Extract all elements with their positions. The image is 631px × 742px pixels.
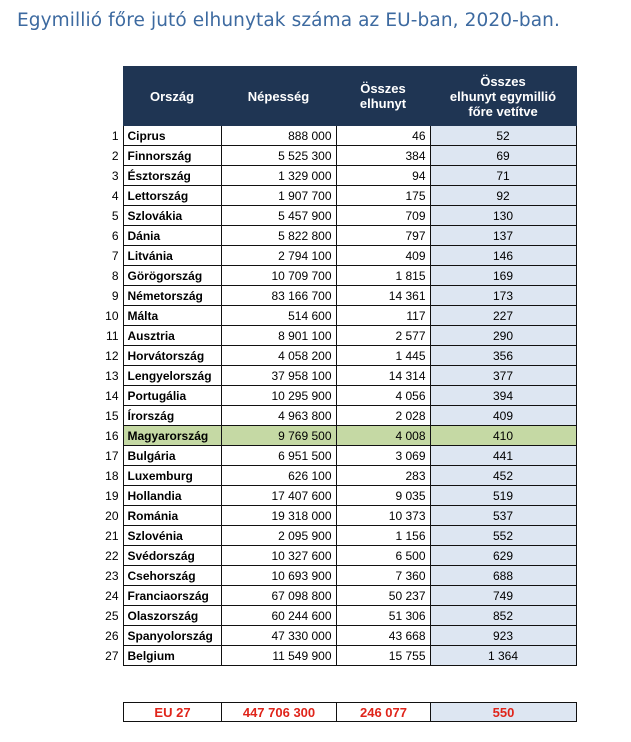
row-index: 1 bbox=[111, 128, 119, 143]
deaths-cell: 14 361 bbox=[336, 286, 430, 306]
row-index: 27 bbox=[105, 648, 119, 663]
rate-cell: 552 bbox=[430, 526, 576, 546]
row-index: 15 bbox=[105, 408, 119, 423]
rate-cell: 71 bbox=[430, 166, 576, 186]
deaths-cell: 283 bbox=[336, 466, 430, 486]
row-index: 3 bbox=[111, 168, 119, 183]
population-cell: 2 794 100 bbox=[221, 246, 336, 266]
row-index: 13 bbox=[105, 368, 119, 383]
population-cell: 5 457 900 bbox=[221, 206, 336, 226]
deaths-cell: 2 577 bbox=[336, 326, 430, 346]
row-index: 24 bbox=[105, 588, 119, 603]
population-cell: 8 901 100 bbox=[221, 326, 336, 346]
row-index: 14 bbox=[105, 388, 119, 403]
country-cell: Finnország bbox=[123, 146, 221, 166]
country-cell: Belgium bbox=[123, 646, 221, 666]
country-cell: Portugália bbox=[123, 386, 221, 406]
population-cell: 9 769 500 bbox=[221, 426, 336, 446]
population-cell: 60 244 600 bbox=[221, 606, 336, 626]
row-index: 18 bbox=[105, 468, 119, 483]
row-index: 8 bbox=[111, 268, 119, 283]
rate-cell: 852 bbox=[430, 606, 576, 626]
population-cell: 888 000 bbox=[221, 126, 336, 146]
deaths-cell: 117 bbox=[336, 306, 430, 326]
population-cell: 83 166 700 bbox=[221, 286, 336, 306]
table-row bbox=[100, 406, 576, 426]
total-population: 447 706 300 bbox=[222, 703, 337, 722]
table-row bbox=[100, 366, 576, 386]
population-cell: 10 327 600 bbox=[221, 546, 336, 566]
country-cell: Horvátország bbox=[123, 346, 221, 366]
table-row bbox=[100, 306, 576, 326]
deaths-cell: 1 445 bbox=[336, 346, 430, 366]
table-row bbox=[100, 226, 576, 246]
row-index: 5 bbox=[111, 208, 119, 223]
table-row bbox=[100, 246, 576, 266]
table-row bbox=[100, 186, 576, 206]
deaths-cell: 3 069 bbox=[336, 446, 430, 466]
rate-cell: 69 bbox=[430, 146, 576, 166]
population-cell: 10 693 900 bbox=[221, 566, 336, 586]
deaths-cell: 46 bbox=[336, 126, 430, 146]
country-cell: Málta bbox=[123, 306, 221, 326]
table-header-row bbox=[100, 67, 576, 126]
table-row bbox=[100, 546, 576, 566]
population-header: Népesség bbox=[221, 67, 336, 126]
table-row bbox=[100, 446, 576, 466]
deaths-cell: 7 360 bbox=[336, 566, 430, 586]
country-cell: Bulgária bbox=[123, 446, 221, 466]
total-label: EU 27 bbox=[124, 703, 222, 722]
deaths-cell: 9 035 bbox=[336, 486, 430, 506]
row-index: 2 bbox=[111, 148, 119, 163]
country-cell: Hollandia bbox=[123, 486, 221, 506]
rate-cell: 356 bbox=[430, 346, 576, 366]
row-index: 19 bbox=[105, 488, 119, 503]
row-index: 4 bbox=[111, 188, 119, 203]
rate-cell: 410 bbox=[430, 426, 576, 446]
row-index: 11 bbox=[106, 328, 119, 343]
rate-cell: 52 bbox=[430, 126, 576, 146]
country-cell: Ciprus bbox=[123, 126, 221, 146]
table-row bbox=[100, 326, 576, 346]
page-title: Egymillió főre jutó elhunytak száma az EU-ban, 2020-ban. bbox=[17, 10, 560, 31]
row-index: 26 bbox=[105, 628, 119, 643]
population-cell: 6 951 500 bbox=[221, 446, 336, 466]
country-cell: Svédország bbox=[123, 546, 221, 566]
row-index: 25 bbox=[105, 608, 119, 623]
deaths-header: Összes elhunyt bbox=[336, 67, 430, 126]
rate-header: Összes elhunyt egymillió főre vetítve bbox=[430, 67, 576, 126]
row-index: 16 bbox=[105, 428, 119, 443]
rate-cell: 441 bbox=[430, 446, 576, 466]
table-row bbox=[100, 286, 576, 306]
country-cell: Görögország bbox=[123, 266, 221, 286]
deaths-cell: 6 500 bbox=[336, 546, 430, 566]
rate-cell: 688 bbox=[430, 566, 576, 586]
country-cell: Lengyelország bbox=[123, 366, 221, 386]
table-row bbox=[100, 166, 576, 186]
table-row bbox=[100, 126, 576, 146]
table-row bbox=[100, 426, 576, 446]
total-deaths: 246 077 bbox=[337, 703, 431, 722]
population-cell: 514 600 bbox=[221, 306, 336, 326]
population-cell: 67 098 800 bbox=[221, 586, 336, 606]
deaths-cell: 709 bbox=[336, 206, 430, 226]
table-row bbox=[100, 566, 576, 586]
rate-cell: 923 bbox=[430, 626, 576, 646]
table-row bbox=[100, 266, 576, 286]
deaths-cell: 50 237 bbox=[336, 586, 430, 606]
rate-cell: 452 bbox=[430, 466, 576, 486]
population-cell: 1 329 000 bbox=[221, 166, 336, 186]
deaths-cell: 14 314 bbox=[336, 366, 430, 386]
rate-cell: 227 bbox=[430, 306, 576, 326]
population-cell: 5 822 800 bbox=[221, 226, 336, 246]
rate-cell: 130 bbox=[430, 206, 576, 226]
country-cell: Románia bbox=[123, 506, 221, 526]
table-row bbox=[100, 606, 576, 626]
country-cell: Ausztria bbox=[123, 326, 221, 346]
row-index: 21 bbox=[105, 528, 119, 543]
row-index: 23 bbox=[105, 568, 119, 583]
country-cell: Észtország bbox=[123, 166, 221, 186]
country-cell: Spanyolország bbox=[123, 626, 221, 646]
rate-cell: 169 bbox=[430, 266, 576, 286]
row-index: 6 bbox=[111, 228, 119, 243]
row-index: 7 bbox=[111, 248, 119, 263]
table-row bbox=[100, 486, 576, 506]
row-index: 22 bbox=[105, 548, 119, 563]
rate-cell: 409 bbox=[430, 406, 576, 426]
population-cell: 4 963 800 bbox=[221, 406, 336, 426]
population-cell: 10 295 900 bbox=[221, 386, 336, 406]
country-cell: Szlovénia bbox=[123, 526, 221, 546]
table-row bbox=[100, 526, 576, 546]
deaths-cell: 10 373 bbox=[336, 506, 430, 526]
table-row bbox=[100, 146, 576, 166]
country-cell: Németország bbox=[123, 286, 221, 306]
country-cell: Magyarország bbox=[123, 426, 221, 446]
deaths-cell: 384 bbox=[336, 146, 430, 166]
table-row bbox=[100, 586, 576, 606]
deaths-cell: 1 156 bbox=[336, 526, 430, 546]
table-row bbox=[100, 506, 576, 526]
deaths-cell: 1 815 bbox=[336, 266, 430, 286]
eu-total-row bbox=[124, 703, 577, 722]
deaths-cell: 409 bbox=[336, 246, 430, 266]
population-cell: 17 407 600 bbox=[221, 486, 336, 506]
row-index: 10 bbox=[105, 308, 119, 323]
total-rate: 550 bbox=[431, 703, 577, 722]
population-cell: 10 709 700 bbox=[221, 266, 336, 286]
population-cell: 47 330 000 bbox=[221, 626, 336, 646]
table-row bbox=[100, 646, 576, 666]
country-cell: Olaszország bbox=[123, 606, 221, 626]
country-cell: Luxemburg bbox=[123, 466, 221, 486]
row-index: 17 bbox=[105, 448, 119, 463]
country-cell: Litvánia bbox=[123, 246, 221, 266]
mortality-table bbox=[100, 66, 577, 666]
rate-cell: 629 bbox=[430, 546, 576, 566]
population-cell: 4 058 200 bbox=[221, 346, 336, 366]
table-row bbox=[100, 386, 576, 406]
population-cell: 19 318 000 bbox=[221, 506, 336, 526]
rate-cell: 137 bbox=[430, 226, 576, 246]
country-cell: Franciaország bbox=[123, 586, 221, 606]
deaths-cell: 43 668 bbox=[336, 626, 430, 646]
rate-cell: 537 bbox=[430, 506, 576, 526]
rate-cell: 1 364 bbox=[430, 646, 576, 666]
eu-total-table bbox=[123, 702, 577, 722]
index-header bbox=[100, 67, 123, 126]
rate-cell: 146 bbox=[430, 246, 576, 266]
country-cell: Írország bbox=[123, 406, 221, 426]
country-cell: Dánia bbox=[123, 226, 221, 246]
deaths-cell: 15 755 bbox=[336, 646, 430, 666]
deaths-cell: 4 056 bbox=[336, 386, 430, 406]
population-cell: 5 525 300 bbox=[221, 146, 336, 166]
table-row bbox=[100, 206, 576, 226]
rate-cell: 290 bbox=[430, 326, 576, 346]
rate-cell: 749 bbox=[430, 586, 576, 606]
population-cell: 1 907 700 bbox=[221, 186, 336, 206]
rate-cell: 519 bbox=[430, 486, 576, 506]
deaths-cell: 4 008 bbox=[336, 426, 430, 446]
row-index: 9 bbox=[111, 288, 119, 303]
deaths-cell: 175 bbox=[336, 186, 430, 206]
country-cell: Csehország bbox=[123, 566, 221, 586]
table-body bbox=[100, 126, 576, 666]
population-cell: 11 549 900 bbox=[221, 646, 336, 666]
rate-cell: 394 bbox=[430, 386, 576, 406]
row-index: 20 bbox=[105, 508, 119, 523]
rate-cell: 173 bbox=[430, 286, 576, 306]
rate-cell: 92 bbox=[430, 186, 576, 206]
country-header: Ország bbox=[123, 67, 221, 126]
population-cell: 2 095 900 bbox=[221, 526, 336, 546]
table-row bbox=[100, 626, 576, 646]
deaths-cell: 94 bbox=[336, 166, 430, 186]
population-cell: 626 100 bbox=[221, 466, 336, 486]
deaths-cell: 51 306 bbox=[336, 606, 430, 626]
population-cell: 37 958 100 bbox=[221, 366, 336, 386]
row-index: 12 bbox=[105, 348, 119, 363]
table-row bbox=[100, 466, 576, 486]
deaths-cell: 797 bbox=[336, 226, 430, 246]
country-cell: Szlovákia bbox=[123, 206, 221, 226]
table-row bbox=[100, 346, 576, 366]
country-cell: Lettország bbox=[123, 186, 221, 206]
deaths-cell: 2 028 bbox=[336, 406, 430, 426]
rate-cell: 377 bbox=[430, 366, 576, 386]
